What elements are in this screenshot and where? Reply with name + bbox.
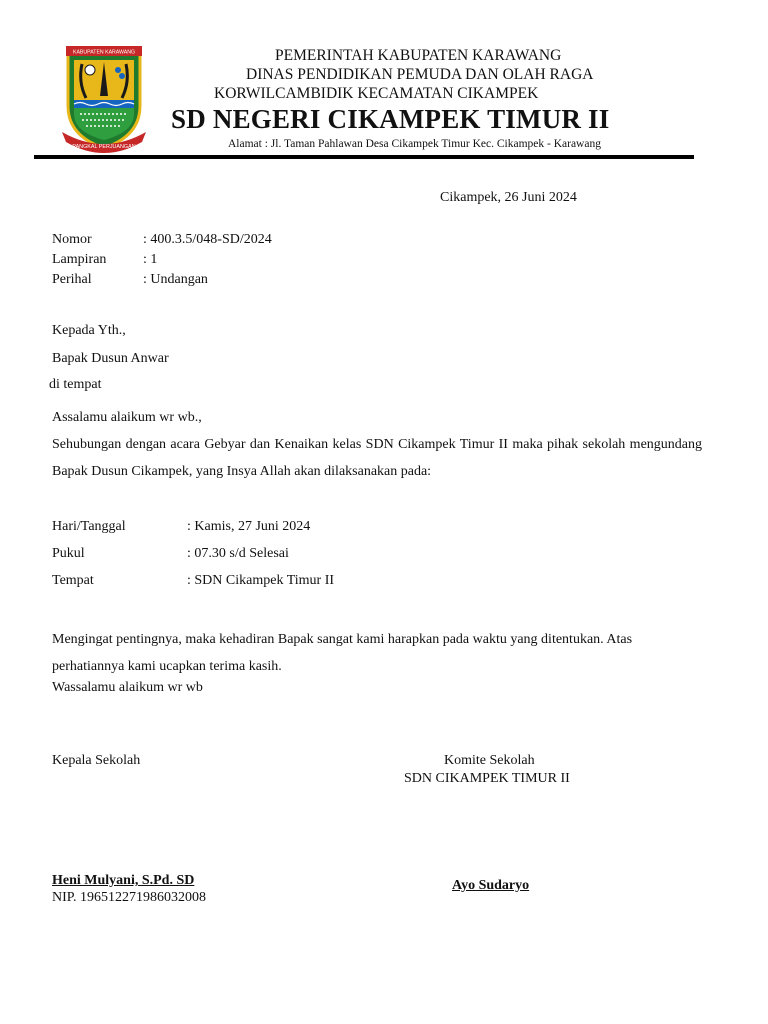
perihal-value: : Undangan — [143, 272, 208, 287]
closing-salam: Wassalamu alaikum wr wb — [52, 680, 203, 695]
lampiran-label: Lampiran — [52, 252, 107, 267]
left-signatory-nip: NIP. 196512271986032008 — [52, 890, 207, 905]
letterhead-divider — [34, 155, 694, 159]
left-signatory-name: Heni Mulyani, S.Pd. SD — [52, 873, 195, 888]
recipient-name: Bapak Dusun Anwar — [52, 351, 169, 366]
event-time-value: : 07.30 s/d Selesai — [187, 546, 289, 561]
logo-ribbon-bottom-text: PANGKAL PERJUANGAN — [72, 144, 136, 150]
logo-ribbon-top-text: KABUPATEN KARAWANG — [73, 49, 135, 56]
school-address: Alamat : Jl. Taman Pahlawan Desa Cikampek Timur Kec. Cikampek - Karawang — [228, 138, 601, 150]
event-place-label: Tempat — [52, 573, 94, 588]
letter-date: Cikampek, 26 Juni 2024 — [440, 190, 577, 205]
event-place-value: : SDN Cikampek Timur II — [187, 573, 335, 588]
recipient-greeting: Kepada Yth., — [52, 323, 126, 338]
right-signatory-title: Komite Sekolah — [444, 753, 535, 768]
perihal-label: Perihal — [52, 272, 92, 287]
korwil-line: KORWILCAMBIDIK KECAMATAN CIKAMPEK — [214, 85, 539, 102]
body-paragraph-1: Sehubungan dengan acara Gebyar dan Kenaikan kelas SDN Cikampek Timur II maka pihak sekolah mengundang Bapak Dusun Cikampek, yang Insya Allah akan dilaksanakan pada: — [52, 437, 702, 479]
karawang-coat-of-arms-logo — [62, 44, 146, 154]
school-name: SD NEGERI CIKAMPEK TIMUR II — [171, 104, 610, 134]
lampiran-value: : 1 — [143, 252, 158, 267]
right-signatory-org: SDN CIKAMPEK TIMUR II — [404, 771, 570, 786]
gov-line: PEMERINTAH KABUPATEN KARAWANG — [275, 47, 562, 64]
recipient-place: di tempat — [49, 377, 102, 392]
right-signatory-name: Ayo Sudaryo — [452, 878, 530, 893]
body-paragraph-2: Mengingat pentingnya, maka kehadiran Bapak sangat kami harapkan pada waktu yang ditentukan. Atas perhatiannya kami ucapkan terima kasih. — [52, 632, 633, 674]
event-time-label: Pukul — [52, 546, 85, 561]
event-day-value: : Kamis, 27 Juni 2024 — [187, 519, 311, 534]
opening-salam: Assalamu alaikum wr wb., — [52, 410, 202, 425]
event-day-label: Hari/Tanggal — [52, 519, 126, 534]
dept-line: DINAS PENDIDIKAN PEMUDA DAN OLAH RAGA — [246, 66, 594, 83]
left-signatory-title: Kepala Sekolah — [52, 753, 141, 768]
nomor-label: Nomor — [52, 232, 92, 247]
nomor-value: : 400.3.5/048-SD/2024 — [143, 232, 272, 247]
